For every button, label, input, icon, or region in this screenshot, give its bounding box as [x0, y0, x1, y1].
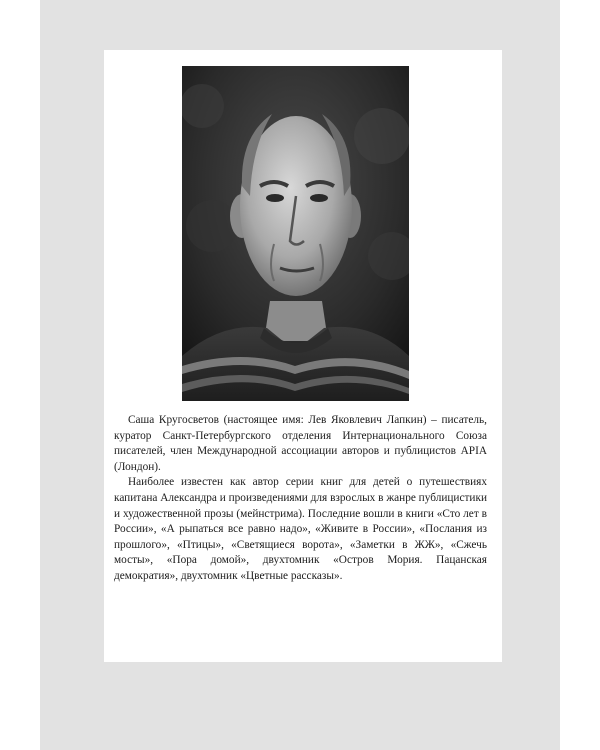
author-bio — [114, 413, 487, 585]
book-page — [104, 50, 502, 662]
author-portrait-photo — [182, 66, 409, 401]
portrait-image — [182, 66, 409, 401]
bio-paragraph-2: Наиболее известен как автор серии книг для детей о путешествиях капитана Александра и произведениями для взрослых в жанре публицистики и художественной прозы (мейнстрима). Последние вошли в книги «Сто лет в России», «А рыпаться все равно надо», «Живите в России», «Послания из прошлого», «Птицы», «Светящиеся ворота», «Заметки в ЖЖ», «Сжечь мосты», «Пора домой», двухтомник «Остров Мория. Пацанская демократия», двухтомник «Цветные рассказы». — [114, 476, 487, 582]
bio-paragraph-1: Саша Кругосветов (настоящее имя: Лев Яковлевич Лапкин) – писатель, куратор Санкт-Петербургского отделения Интернационального Союза писателей, член Международной ассоциации авторов и публицистов APIA (Лондон). — [114, 414, 487, 473]
